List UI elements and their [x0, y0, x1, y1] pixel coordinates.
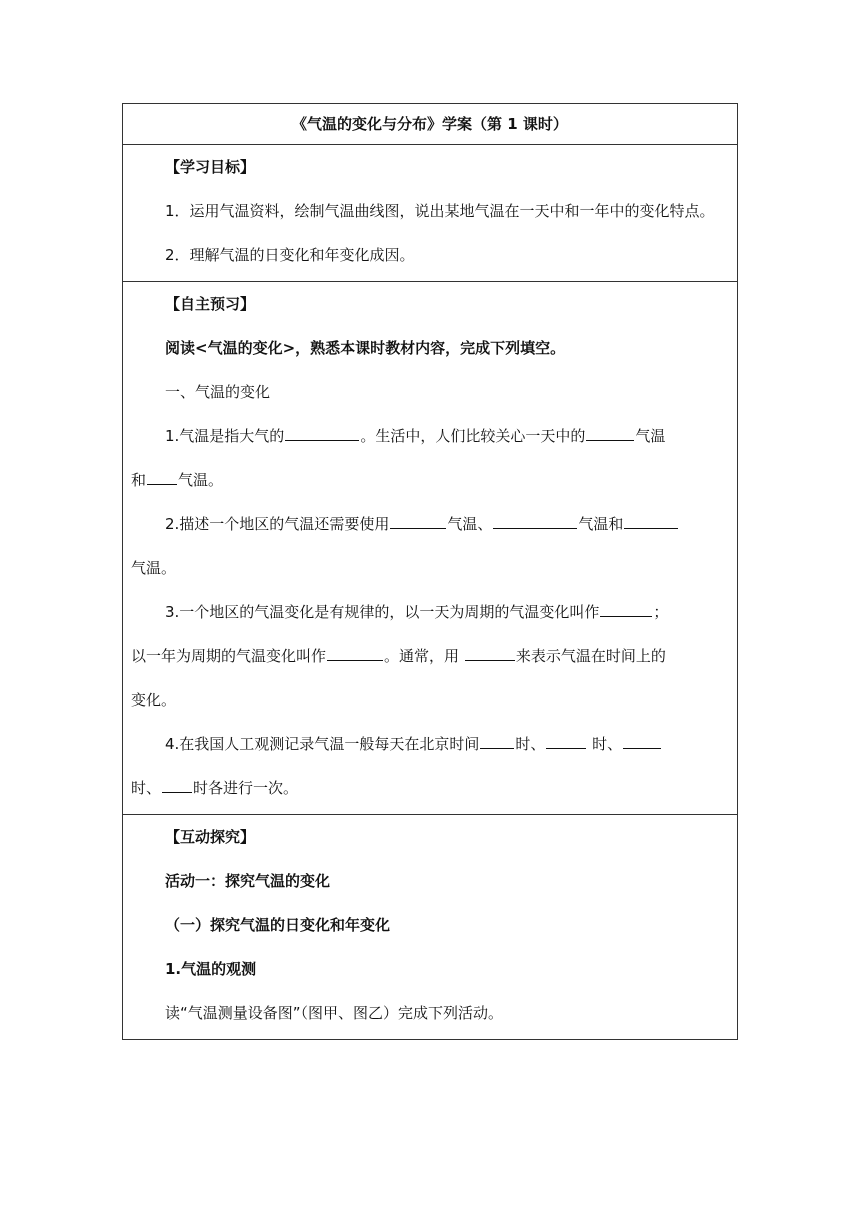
fill-blank[interactable] [390, 514, 446, 529]
goal-item-1: 1．运用气温资料，绘制气温曲线图，说出某地气温在一天中和一年中的变化特点。 [165, 202, 715, 220]
fill-blank[interactable] [327, 646, 383, 661]
goals-row [123, 145, 738, 282]
preview-row [123, 282, 738, 815]
fill-blank[interactable] [480, 734, 514, 749]
fill-blank[interactable] [546, 734, 586, 749]
goal-item-2: 2．理解气温的日变化和年变化成因。 [165, 246, 415, 264]
fill-blank[interactable] [147, 470, 177, 485]
goals-cell [123, 145, 738, 282]
preview-heading: 【自主预习】 [165, 295, 256, 313]
document-title: 《气温的变化与分布》学案（第 1 课时） [123, 104, 738, 145]
fill-blank[interactable] [623, 734, 661, 749]
explore-instruction: 读“气温测量设备图”（图甲、图乙）完成下列活动。 [165, 1004, 504, 1022]
fill-blank[interactable] [162, 778, 192, 793]
preview-section-title: 一、气温的变化 [165, 383, 271, 401]
explore-cell [123, 815, 738, 1040]
fill-blank[interactable] [624, 514, 678, 529]
question-1-line-2: 和 气温。 [131, 471, 224, 489]
question-4-line-1: 4.在我国人工观测记录气温一般每天在北京时间 时、 时、 [131, 722, 729, 766]
lesson-table [122, 103, 738, 1040]
question-1-line-1: 1.气温是指大气的 。生活中，人们比较关心一天中的 气温 [165, 427, 666, 445]
question-2-line-2: 气温。 [131, 559, 177, 577]
subsection-title: （一）探究气温的日变化和年变化 [165, 916, 391, 934]
fill-blank[interactable] [600, 602, 652, 617]
fill-blank[interactable] [493, 514, 577, 529]
fill-blank[interactable] [586, 426, 634, 441]
activity-title: 活动一：探究气温的变化 [165, 872, 331, 890]
title-row [123, 104, 738, 145]
point-title: 1.气温的观测 [165, 960, 257, 978]
fill-blank[interactable] [465, 646, 515, 661]
preview-cell [123, 282, 738, 815]
question-3-line-1: 3.一个地区的气温变化是有规律的，以一天为周期的气温变化叫作 ； [165, 603, 669, 621]
preview-instruction: 阅读<气温的变化>，熟悉本课时教材内容，完成下列填空。 [165, 339, 566, 357]
explore-heading: 【互动探究】 [165, 828, 256, 846]
question-3-line-3: 变化。 [131, 691, 177, 709]
question-3-line-2: 以一年为周期的气温变化叫作 。通常，用 来表示气温在时间上的 [131, 647, 666, 665]
goals-heading: 【学习目标】 [165, 158, 256, 176]
explore-row [123, 815, 738, 1040]
question-2-line-1: 2.描述一个地区的气温还需要使用 气温、 气温和 [131, 502, 729, 546]
question-4-line-2: 时、 时各进行一次。 [131, 779, 299, 797]
fill-blank[interactable] [285, 426, 359, 441]
